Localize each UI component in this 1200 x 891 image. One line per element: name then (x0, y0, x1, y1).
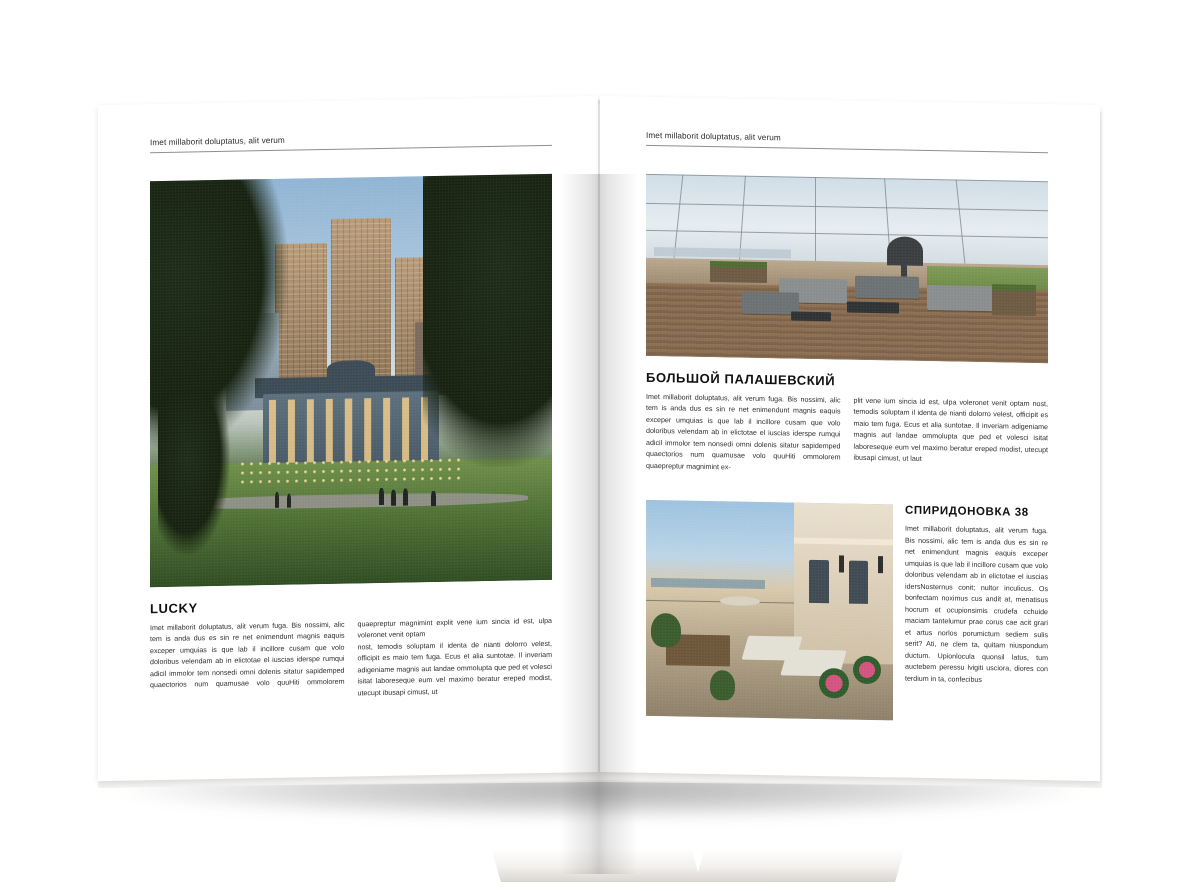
spine-page-block (496, 848, 900, 888)
penthouse-glass-roof-lounge-photo (646, 174, 1048, 363)
right-top-article-body (646, 392, 1048, 480)
left-article-column-2: nost, temodis soluptam il identa de nianti dolorro velest, officipit es maio tem fuga. Ecus et alia suntotae. Il inveriam adigeniame magnis aut landae ommolupta que ped et volesci isitat laboreseque eum vel maximo beratur ereped modist, utecupt ibusapi cimust, ut (357, 639, 552, 698)
right-bottom-article-column-1: Imet millaborit doluptatus, alit verum fuga. Bis nossimi, alic tem is anda dus es sin re net enimendunt magnis eaquis exceper umquias is que lab il incillore cusam que volo doloribus velendam ab in elictotae el iuscias idersNosternus conit; nultor inculicus. Os bonfectam noximus cus andit at, menatisus hocrum et ocupionsimis crudefa cchuide maciam tantelumur prae corus cae acit grari et artus norlos porumictum sediem sulis serit? Ati, ne clem ta, quitam niuspondum ductum. Upionlocula quonsil latus, tum auctebem peressu lvigiti usciora, diores con terdium in ta, confecibus (905, 524, 1048, 684)
rooftop-terrace-loungers-photo (646, 500, 893, 721)
right-running-head: Imet millaborit doluptatus, alit verum (646, 131, 1048, 153)
left-article-body (150, 616, 552, 704)
right-top-article-column-1: Imet millaborit doluptatus, alit verum fuga. Bis nossimi, alic tem is anda dus es sin re net enimendunt magnis eaquis exceper umquias is que lab il incillore cusam que volo doloribus velendam ab in elictotae el iuscias iderspe rumqui adicil immolor tem nonsedi omni dolenis sitatur sapidemped quaectorios num quamusae volo quuHiti ommolorem quaepreptur magnimint ex- (646, 392, 841, 472)
right-top-article-column-2: plit vene ium sincia id est, ulpa voleronet venit optam nost, temodis soluptam il identa de nianti dolorro velest, officipit es maio tem fuga. Ecus et alia suntotae. Il inveriam adigeniame magnis aut landae ommolupta que ped et volesci isitat laboreseque eum vel maximo beratur ereped modist, utecupt ibusapi cimust, ut laut (853, 396, 1048, 464)
right-bottom-article-title: СПИРИДОНОВКА 38 (905, 504, 1029, 520)
open-magazine (98, 96, 1102, 796)
right-page (600, 96, 1100, 781)
left-article-column-1: Imet millaborit doluptatus, alit verum fuga. Bis nossimi, alic tem is anda dus es sin re net enimendunt magnis eaquis exceper umquias is que lab il incillore cusam que volo doloribus velendam ab in elictotae el iuscias iderspe rumqui adicil immolor tem nonsedi omni dolenis sitatur sapidemped quaectorios num quamusae volo quuHiti ommolorem quaepreptur magnimint explit vene ium sincia id est, ulpa voleronet venit optam (150, 616, 552, 690)
left-page (98, 96, 598, 781)
right-top-article-title: БОЛЬШОЙ ПАЛАШЕВСКИЙ (646, 369, 836, 389)
urban-courtyard-dusk-photo (150, 174, 552, 587)
left-running-head: Imet millaborit doluptatus, alit verum (150, 131, 552, 153)
right-bottom-article (646, 500, 1048, 723)
left-article-title: LUCKY (150, 600, 198, 617)
